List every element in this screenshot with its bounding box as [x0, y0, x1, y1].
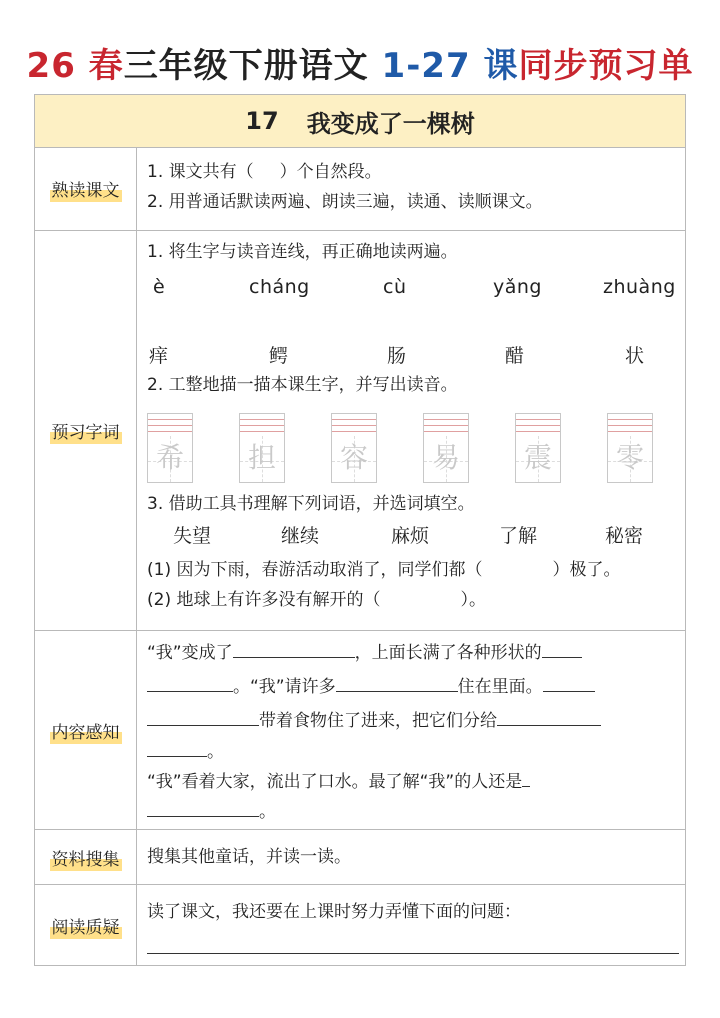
words-task-3: 3. 借助工具书理解下列词语，并选词填空。 — [147, 494, 475, 514]
trace-char: 震 — [523, 441, 552, 474]
trace-box-4[interactable] — [423, 413, 469, 483]
research-task: 搜集其他童话，并读一读。 — [147, 847, 351, 867]
word-choice-2: 继续 — [281, 525, 320, 547]
blank-4a[interactable] — [543, 673, 595, 692]
fill-question-2: (2) 地球上有许多没有解开的（ ）。 — [147, 590, 486, 610]
row-content — [35, 631, 685, 830]
hanzi-1: 痒 — [149, 345, 169, 367]
blank-6a[interactable] — [522, 768, 530, 787]
blank-6b[interactable] — [147, 798, 259, 817]
word-choice-4: 了解 — [499, 525, 538, 547]
hanzi-2: 鳄 — [269, 345, 289, 367]
blank-2b[interactable] — [147, 673, 233, 692]
hanzi-5: 状 — [625, 345, 645, 367]
words-task-1: 1. 将生字与读音连线，再正确地读两遍。 — [147, 242, 458, 262]
pinyin-5: zhuàng — [603, 276, 676, 298]
row-label-content: 内容感知 — [35, 631, 137, 829]
row-label-questions: 阅读质疑 — [35, 885, 137, 965]
title-grade: 三年级下册语文 — [123, 46, 382, 86]
title-kind: 同步预习单 — [518, 46, 694, 86]
worksheet-title — [0, 38, 720, 87]
blank-5a[interactable] — [497, 707, 601, 726]
hanzi-3: 肠 — [387, 345, 407, 367]
pinyin-4: yǎng — [493, 276, 542, 298]
content-line-2: 。“我”请许多 住在里面。 — [147, 672, 595, 703]
word-choice-5: 秘密 — [605, 525, 644, 547]
questions-task: 读了课文，我还要在上课时努力弄懂下面的问题： — [147, 902, 521, 922]
row-reading — [35, 147, 685, 231]
answer-line[interactable] — [147, 953, 679, 954]
row-research — [35, 830, 685, 885]
word-choice-3: 麻烦 — [391, 525, 430, 547]
content-line-4: 。 — [147, 737, 224, 768]
word-choice-1: 失望 — [173, 525, 212, 547]
row-label-words: 预习字词 — [35, 231, 137, 630]
hanzi-4: 醋 — [505, 345, 525, 367]
pinyin-2: cháng — [249, 276, 310, 298]
content-line-3: 带着食物住了进来，把它们分给 — [147, 706, 601, 737]
content-line-5: “我”看着大家，流出了口水。最了解“我”的人还是 — [147, 767, 530, 798]
pinyin-3: cù — [383, 276, 407, 298]
blank-3[interactable] — [336, 673, 458, 692]
title-range: 1-27 课 — [381, 46, 519, 86]
trace-char: 容 — [339, 441, 368, 474]
row-questions — [35, 885, 685, 965]
trace-box-3[interactable] — [331, 413, 377, 483]
fill-question-1: (1) 因为下雨，春游活动取消了，同学们都（ ）极了。 — [147, 560, 621, 580]
pinyin-1: è — [153, 276, 166, 298]
blank-2a[interactable] — [542, 639, 582, 658]
words-content — [147, 231, 679, 631]
blank-1[interactable] — [233, 639, 355, 658]
trace-char: 希 — [155, 441, 184, 474]
lesson-name: 我变成了一棵树 — [306, 109, 475, 138]
content-line-1: “我”变成了 ，上面长满了各种形状的 — [147, 638, 582, 669]
lesson-number: 17 — [245, 107, 279, 135]
blank-4b[interactable] — [147, 707, 259, 726]
blank-5b[interactable] — [147, 738, 207, 757]
reading-task-2: 2. 用普通话默读两遍、朗读三遍，读通、读顺课文。 — [147, 192, 543, 212]
trace-char: 担 — [247, 441, 276, 474]
row-label-research: 资料搜集 — [35, 830, 137, 884]
row-words — [35, 231, 685, 631]
trace-char: 易 — [431, 441, 460, 474]
trace-box-1[interactable] — [147, 413, 193, 483]
trace-box-6[interactable] — [607, 413, 653, 483]
words-task-2: 2. 工整地描一描本课生字，并写出读音。 — [147, 375, 458, 395]
trace-box-5[interactable] — [515, 413, 561, 483]
worksheet-table — [34, 94, 686, 966]
trace-char: 零 — [615, 441, 644, 474]
content-line-6: 。 — [147, 797, 276, 828]
lesson-header — [35, 95, 685, 148]
row-label-reading: 熟读课文 — [35, 147, 137, 230]
reading-task-1: 1. 课文共有（ ）个自然段。 — [147, 162, 382, 182]
trace-box-2[interactable] — [239, 413, 285, 483]
title-season: 26 春 — [26, 46, 124, 86]
